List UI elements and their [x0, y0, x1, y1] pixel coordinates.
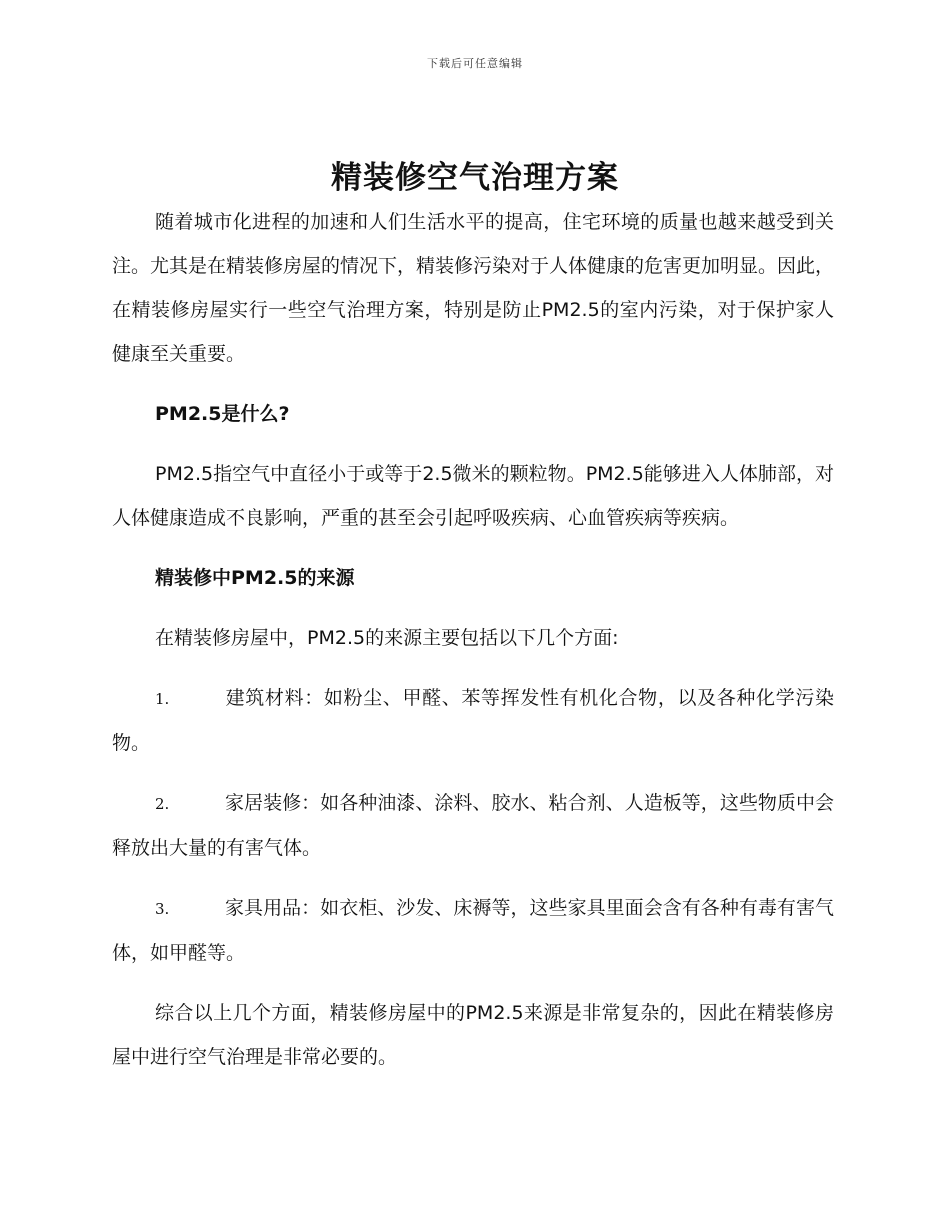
- list-item: [112, 676, 834, 765]
- list-number: 2.: [155, 795, 170, 813]
- list-text: 家居装修：如各种油漆、涂料、胶水、粘合剂、人造板等，这些物质中会释放出大量的有害气体。: [112, 792, 834, 859]
- document-body: [112, 200, 834, 1079]
- intro-paragraph: 随着城市化进程的加速和人们生活水平的提高，住宅环境的质量也越来越受到关注。尤其是在精装修房屋的情况下，精装修污染对于人体健康的危害更加明显。因此，在精装修房屋实行一些空气治理方案，特别是防止PM2.5的室内污染，对于保护家人健康至关重要。: [112, 211, 835, 365]
- sources-lead-paragraph: 在精装修房屋中，PM2.5的来源主要包括以下几个方面:: [155, 627, 619, 649]
- list-item: [112, 886, 834, 975]
- list-item: [112, 781, 834, 870]
- list-number: 3.: [155, 900, 170, 918]
- section-heading-sources: 精装修中PM2.5的来源: [155, 567, 355, 589]
- header-note: 下载后可任意编辑: [427, 57, 523, 70]
- pm25-definition-paragraph: PM2.5指空气中直径小于或等于2.5微米的颗粒物。PM2.5能够进入人体肺部，对人体健康造成不良影响，严重的甚至会引起呼吸疾病、心血管疾病等疾病。: [112, 463, 834, 529]
- section-heading-pm25: PM2.5是什么?: [155, 403, 290, 425]
- conclusion-paragraph: 综合以上几个方面，精装修房屋中的PM2.5来源是非常复杂的，因此在精装修房屋中进行空气治理是非常必要的。: [112, 1002, 834, 1068]
- list-number: 1.: [155, 690, 170, 708]
- document-title: 精装修空气治理方案: [331, 160, 619, 196]
- list-text: 家具用品：如衣柜、沙发、床褥等，这些家具里面会含有各种有毒有害气体，如甲醛等。: [112, 897, 834, 964]
- list-text: 建筑材料：如粉尘、甲醛、苯等挥发性有机化合物，以及各种化学污染物。: [112, 687, 834, 754]
